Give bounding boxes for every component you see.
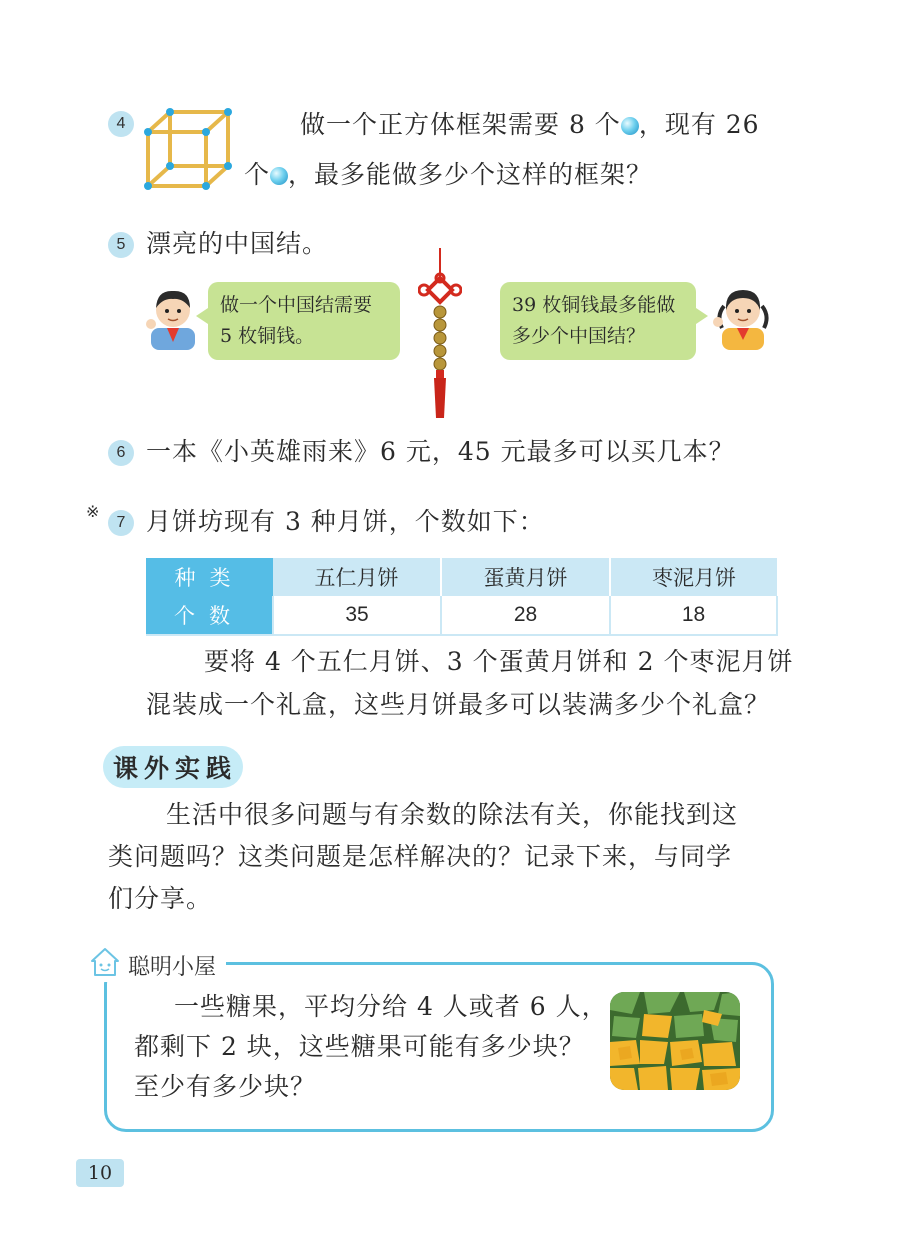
table-cell: 18 [610,596,777,635]
problem5-title: 漂亮的中国结。 [146,229,329,258]
table-cell: 五仁月饼 [273,558,441,596]
table-row-label: 种类 [146,558,273,596]
table-cell: 蛋黄月饼 [441,558,610,596]
table-cell: 35 [273,596,441,635]
page-number: 10 [76,1159,124,1187]
boy-speech-bubble [208,282,400,360]
problem-number-badge [108,232,134,258]
problem-number: 7 [116,514,126,531]
smart-house-heading: 聪明小屋 [128,954,217,979]
candy-photo [610,992,740,1090]
problem6-text: 一本《小英雄雨来》6 元，45 元最多可以买几本？ [146,437,735,466]
practice-heading: 课外实践 [113,755,238,783]
problem-number: 6 [116,444,126,461]
problem7-intro: 月饼坊现有 3 种月饼，个数如下： [146,507,545,536]
smart-house-line2: 都剩下 2 块，这些糖果可能有多少块？ [134,1032,585,1061]
problem4-line1: 做一个正方体框架需要 8 个 ，现有 26 [300,110,760,139]
bubble-line: 5 枚铜钱。 [220,325,315,347]
optional-mark: ※ [86,502,100,521]
table-row [146,558,777,596]
smart-house-header [86,944,226,982]
practice-line2: 类问题吗？这类问题是怎样解决的？记录下来，与同学 [108,842,733,871]
practice-line3: 们分享。 [108,884,213,913]
bubble-line: 做一个中国结需要 [220,294,373,316]
mooncake-table [146,558,778,636]
problem-number-badge [108,510,134,536]
chinese-knot-illustration [418,248,462,420]
table-row [146,596,777,635]
problem-number: 5 [116,236,126,253]
table-cell: 枣泥月饼 [610,558,777,596]
practice-line1: 生活中很多问题与有余数的除法有关，你能找到这 [166,800,739,829]
house-icon [88,946,122,978]
bubble-line: 多少个中国结？ [512,325,646,347]
cube-frame-illustration [140,104,235,190]
ball-icon [270,167,288,185]
ball-icon [621,117,639,135]
bubble-line: 39 枚铜钱最多能做 [512,294,676,316]
table-cell: 28 [441,596,610,635]
boy-illustration [143,284,203,350]
problem-number-badge [108,440,134,466]
problem7-question-line1: 要将 4 个五仁月饼、3 个蛋黄月饼和 2 个枣泥月饼 [204,647,794,676]
table-row-label: 个数 [146,596,273,635]
problem7-question-line2: 混装成一个礼盒，这些月饼最多可以装满多少个礼盒？ [146,690,771,719]
smart-house-line3: 至少有多少块？ [134,1072,317,1101]
practice-heading-pill [103,746,243,788]
smart-house-line1: 一些糖果，平均分给 4 人或者 6 人， [174,992,608,1021]
problem-number: 4 [116,115,126,132]
girl-illustration [712,282,774,350]
problem4-line2: 个 ，最多能做多少个这样的框架？ [244,160,653,189]
girl-speech-bubble [500,282,696,360]
problem-number-badge [108,111,134,137]
